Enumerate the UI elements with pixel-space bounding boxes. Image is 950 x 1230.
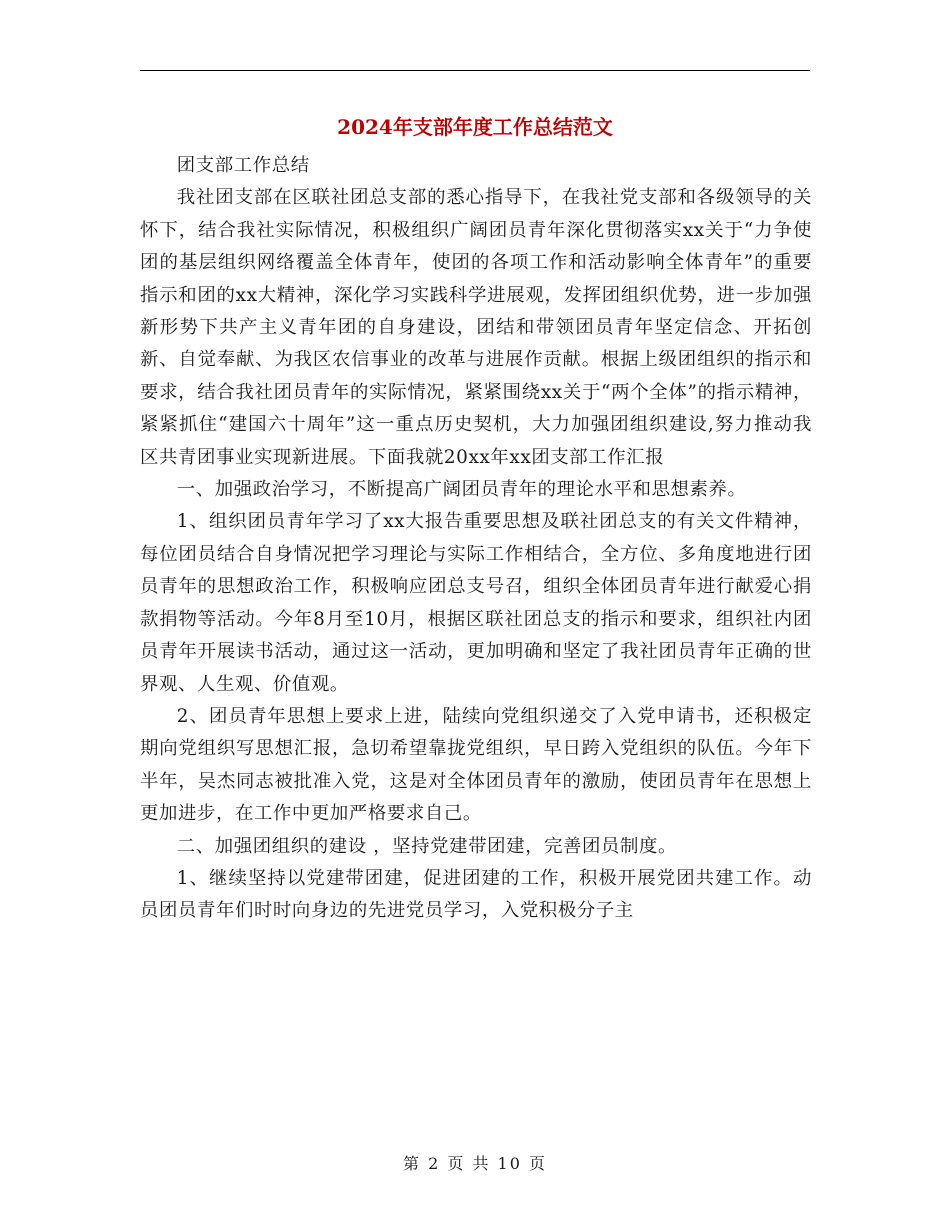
heading-political-study: 一、加强政治学习，不断提高广阔团员青年的理论水平和思想素养。	[176, 479, 747, 501]
header-rule	[140, 70, 810, 71]
document-title: 2024年支部年度工作总结范文	[337, 115, 613, 139]
paragraph-study-item-2: 2、团员青年思想上要求上进，陆续向党组织递交了入党申请书，还积极定期向党组织写思想汇报，急切希望靠拢党组织，早日跨入党组织的队伍。今年下半年，吴杰同志被批准入党，这是对全体团员青年的激励，使团员青年在思想上更加进步，在工作中更加严格要求自己。	[140, 705, 812, 825]
section-subtitle: 团支部工作总结	[176, 155, 310, 176]
document-body	[140, 150, 812, 928]
page-number-footer: 第 2 页 共 10 页	[403, 1154, 547, 1173]
paragraph-study-item-1: 1、组织团员青年学习了xx大报告重要思想及联社团总支的有关文件精神，每位团员结合自身情况把学习理论与实际工作相结合，全方位、多角度地进行团员青年的思想政治工作，积极响应团总支号召，组织全体团员青年进行献爱心捐款捐物等活动。今年8月至10月，根据区联社团总支的指示和要求，组织社内团员青年开展读书活动，通过这一活动，更加明确和坚定了我社团员青年正确的世界观、人生观、价值观。	[140, 511, 812, 695]
paragraph-intro: 我社团支部在区联社团总支部的悉心指导下，在我社党支部和各级领导的关怀下，结合我社实际情况，积极组织广阔团员青年深化贯彻落实xx关于“力争使团的基层组织网络覆盖全体青年，使团的各项工作和活动影响全体青年”的重要指示和团的xx大精神，深化学习实践科学进展观，发挥团组织优势，进一步加强新形势下共产主义青年团的自身建设，团结和带领团员青年坚定信念、开拓创新、自觉奉献、为我区农信事业的改革与进展作贡献。根据上级团组织的指示和要求，结合我社团员青年的实际情况，紧紧围绕xx关于“两个全体”的指示精神，紧紧抓住“建国六十周年”这一重点历史契机，大力加强团组织建设,努力推动我区共青团事业实现新进展。下面我就20xx年xx团支部工作汇报	[140, 187, 812, 468]
paragraph-organization-item-1: 1、继续坚持以党建带团建，促进团建的工作，积极开展党团共建工作。动员团员青年们时时向身边的先进党员学习，入党积极分子主	[140, 867, 812, 922]
heading-organization-building: 二、加强团组织的建设 ，坚持党建带团建，完善团员制度。	[176, 835, 677, 857]
